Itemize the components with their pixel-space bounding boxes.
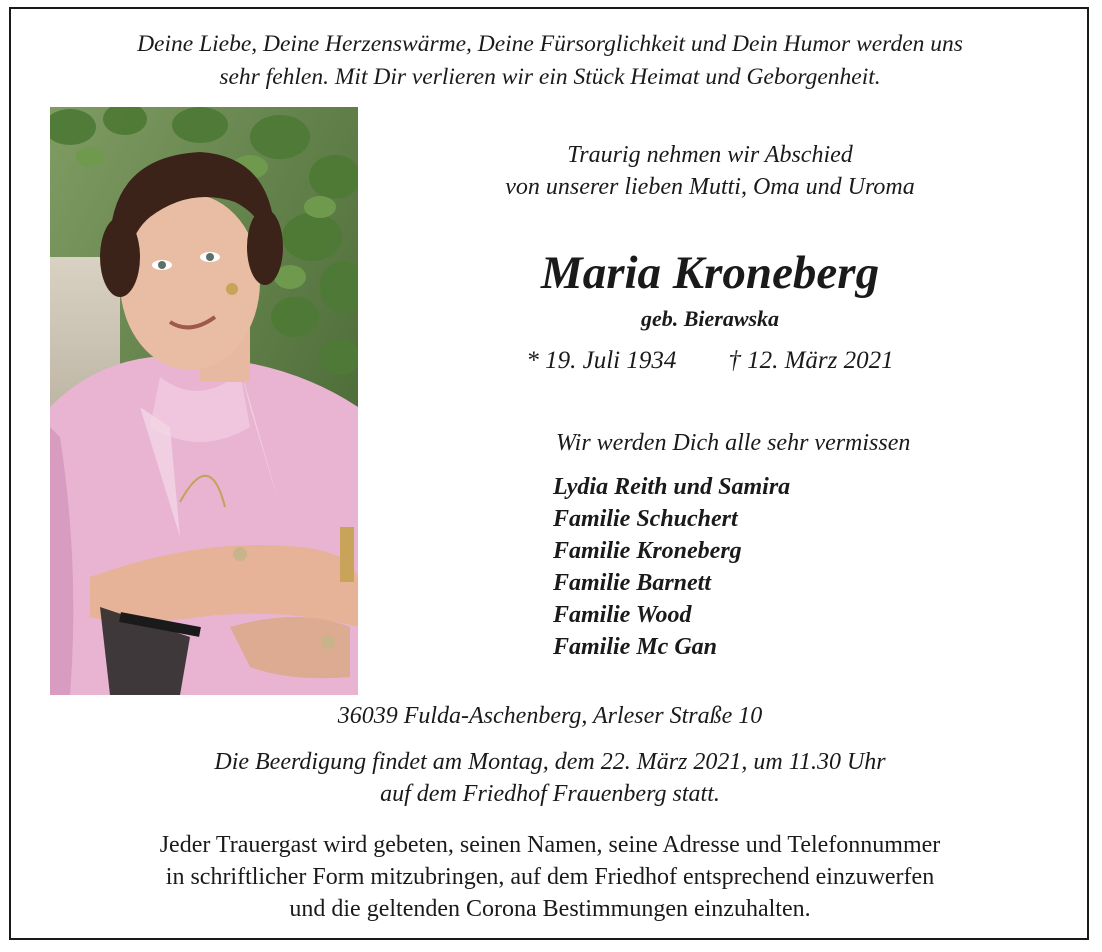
- farewell-line-2: von unserer lieben Mutti, Oma und Uroma: [505, 174, 915, 200]
- mourner-item: Familie Kroneberg: [553, 538, 742, 564]
- intro-text: [0, 28, 1100, 94]
- mourner-item: Lydia Reith und Samira: [553, 474, 791, 500]
- mourner-item: Familie Mc Gan: [553, 634, 718, 660]
- mourner-item: Familie Schuchert: [553, 506, 738, 532]
- notice-line-3: und die geltenden Corona Bestimmungen einzuhalten.: [289, 896, 811, 922]
- mourner-item: Familie Wood: [553, 602, 692, 628]
- miss-text: Wir werden Dich alle sehr vermissen: [556, 430, 911, 456]
- funeral-info: [0, 746, 1100, 810]
- portrait-photo: [50, 107, 358, 695]
- birth-date: * 19. Juli 1934: [526, 347, 677, 374]
- death-date: † 12. März 2021: [728, 347, 894, 374]
- notice-line-2: in schriftlicher Form mitzubringen, auf dem Friedhof entsprechend einzuwerfen: [165, 864, 935, 890]
- maiden-name: geb. Bierawska: [640, 306, 780, 331]
- mourner-item: Familie Barnett: [553, 570, 712, 596]
- funeral-line-2: auf dem Friedhof Frauenberg statt.: [380, 781, 720, 807]
- guest-notice: [0, 829, 1100, 925]
- notice-line-1: Jeder Trauergast wird gebeten, seinen Namen, seine Adresse und Telefonnummer: [159, 832, 941, 858]
- intro-line-2: sehr fehlen. Mit Dir verlieren wir ein Stück Heimat und Geborgenheit.: [219, 64, 881, 90]
- mourner-list: [553, 471, 790, 663]
- intro-line-1: Deine Liebe, Deine Herzenswärme, Deine Fürsorglichkeit und Dein Humor werden uns: [137, 31, 963, 57]
- farewell-text: [410, 139, 1010, 203]
- farewell-line-1: Traurig nehmen wir Abschied: [567, 142, 853, 168]
- life-dates: [410, 345, 1010, 377]
- funeral-line-1: Die Beerdigung findet am Montag, dem 22. März 2021, um 11.30 Uhr: [214, 749, 886, 775]
- address: 36039 Fulda-Aschenberg, Arleser Straße 10: [337, 703, 763, 729]
- deceased-name: Maria Kroneberg: [540, 247, 880, 299]
- portrait-illustration: [50, 107, 358, 695]
